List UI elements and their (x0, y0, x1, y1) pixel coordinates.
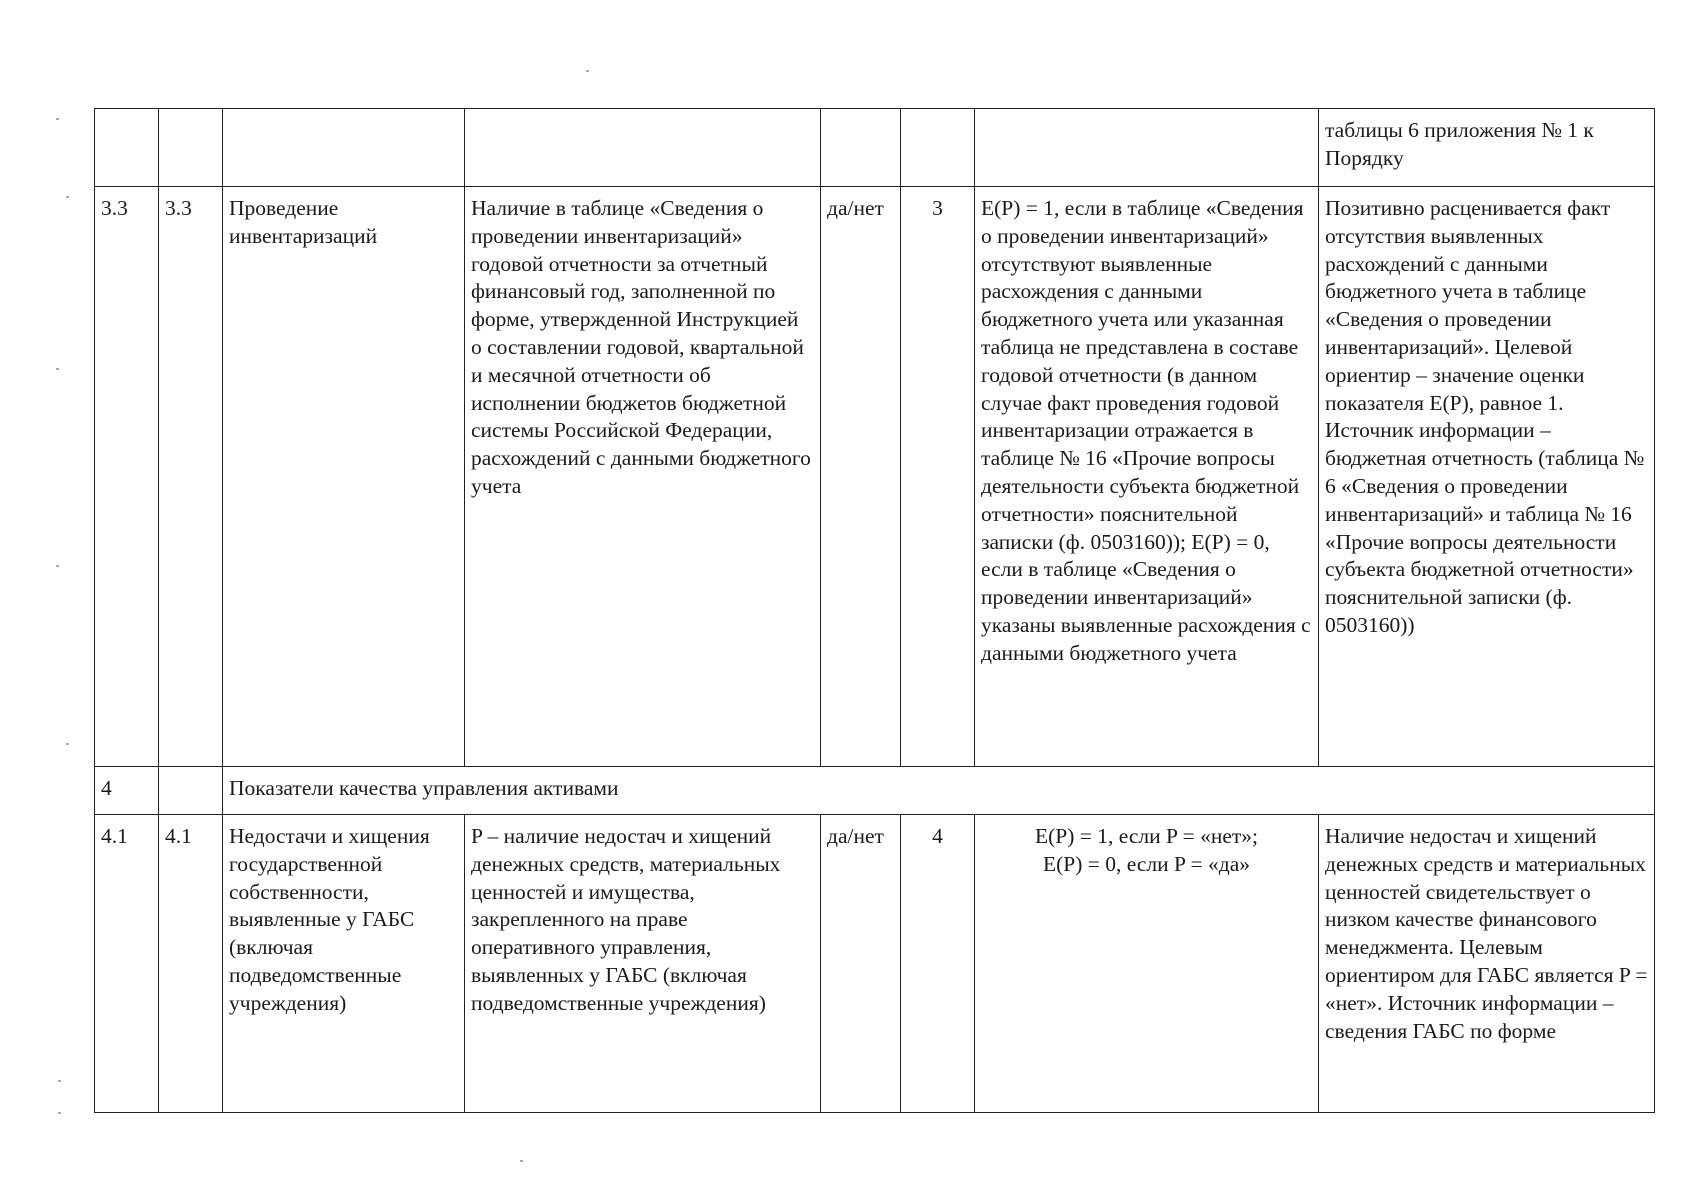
cell-comment: таблицы 6 приложения № 1 к Порядку (1319, 109, 1655, 187)
cell-evaluation: E(P) = 1, если в таблице «Сведения о проведении инвентаризаций» отсутствуют выявленные расхождения с данными бюджетного учета или указанная таблица не представлена в составе годовой отчетности (в данном случае факт проведения годовой инвентаризации отражается в таблице № 16 «Прочие вопросы деятельности субъекта бюджетной отчетности» пояснительной записки (ф. 0503160)); E(P) = 0, если в таблице «Сведения о проведении инвентаризаций» указаны выявленные расхождения с данными бюджетного учета (975, 187, 1319, 767)
cell-evaluation (975, 815, 1319, 1113)
table-row (95, 187, 1655, 767)
scan-speck (58, 1080, 61, 1082)
evaluation-line: E(P) = 0, если P = «да» (1042, 851, 1251, 876)
cell-weight (901, 109, 975, 187)
scan-speck (520, 1160, 523, 1162)
scan-speck (66, 743, 69, 745)
cell-unit: да/нет (821, 815, 901, 1113)
cell-num (159, 109, 223, 187)
cell-unit (821, 109, 901, 187)
section-title: Показатели качества управления активами (223, 767, 1655, 815)
scan-speck (586, 70, 589, 72)
section-num: 4 (95, 767, 159, 815)
table-row (95, 815, 1655, 1113)
cell-calculation (465, 109, 821, 187)
cell-num: 4.1 (159, 815, 223, 1113)
scan-speck (58, 1112, 61, 1114)
scan-speck (56, 565, 59, 567)
evaluation-line: E(P) = 1, если P = «нет»; (1035, 824, 1258, 848)
cell-num: 3.3 (95, 187, 159, 767)
indicators-table (94, 108, 1655, 1113)
cell-calculation: Наличие в таблице «Сведения о проведении инвентаризаций» годовой отчетности за отчетный финансовый год, заполненной по форме, утвержденной Инструкцией о составлении годовой, квартальной и месячной отчетности об исполнении бюджетов бюджетной системы Российской Федерации, расхождений с данными бюджетного учета (465, 187, 821, 767)
cell-indicator-name: Проведение инвентаризаций (223, 187, 465, 767)
cell-num: 3.3 (159, 187, 223, 767)
cell-num (159, 767, 223, 815)
cell-indicator-name (223, 109, 465, 187)
table-row (95, 109, 1655, 187)
scan-speck (66, 196, 69, 198)
scan-speck (56, 118, 59, 120)
cell-evaluation (975, 109, 1319, 187)
cell-unit: да/нет (821, 187, 901, 767)
scan-speck (56, 368, 59, 370)
section-row (95, 767, 1655, 815)
cell-comment: Позитивно расценивается факт отсутствия выявленных расхождений с данными бюджетного учета в таблице «Сведения о проведении инвентаризаций». Целевой ориентир – значение оценки показателя E(P), равное 1. Источник информации – бюджетная отчетность (таблица № 6 «Сведения о проведении инвентаризаций» и таблица № 16 «Прочие вопросы деятельности субъекта бюджетной отчетности» пояснительной записки (ф. 0503160)) (1319, 187, 1655, 767)
cell-indicator-name: Недостачи и хищения государственной собственности, выявленные у ГАБС (включая подведомственные учреждения) (223, 815, 465, 1113)
cell-weight: 4 (901, 815, 975, 1113)
cell-num (95, 109, 159, 187)
cell-weight: 3 (901, 187, 975, 767)
cell-num: 4.1 (95, 815, 159, 1113)
cell-calculation: P – наличие недостач и хищений денежных средств, материальных ценностей и имущества, закрепленного на праве оперативного управления, выявленных у ГАБС (включая подведомственные учреждения) (465, 815, 821, 1113)
cell-comment: Наличие недостач и хищений денежных средств и материальных ценностей свидетельствует о низком качестве финансового менеджмента. Целевым ориентиром для ГАБС является P = «нет». Источник информации – сведения ГАБС по форме (1319, 815, 1655, 1113)
